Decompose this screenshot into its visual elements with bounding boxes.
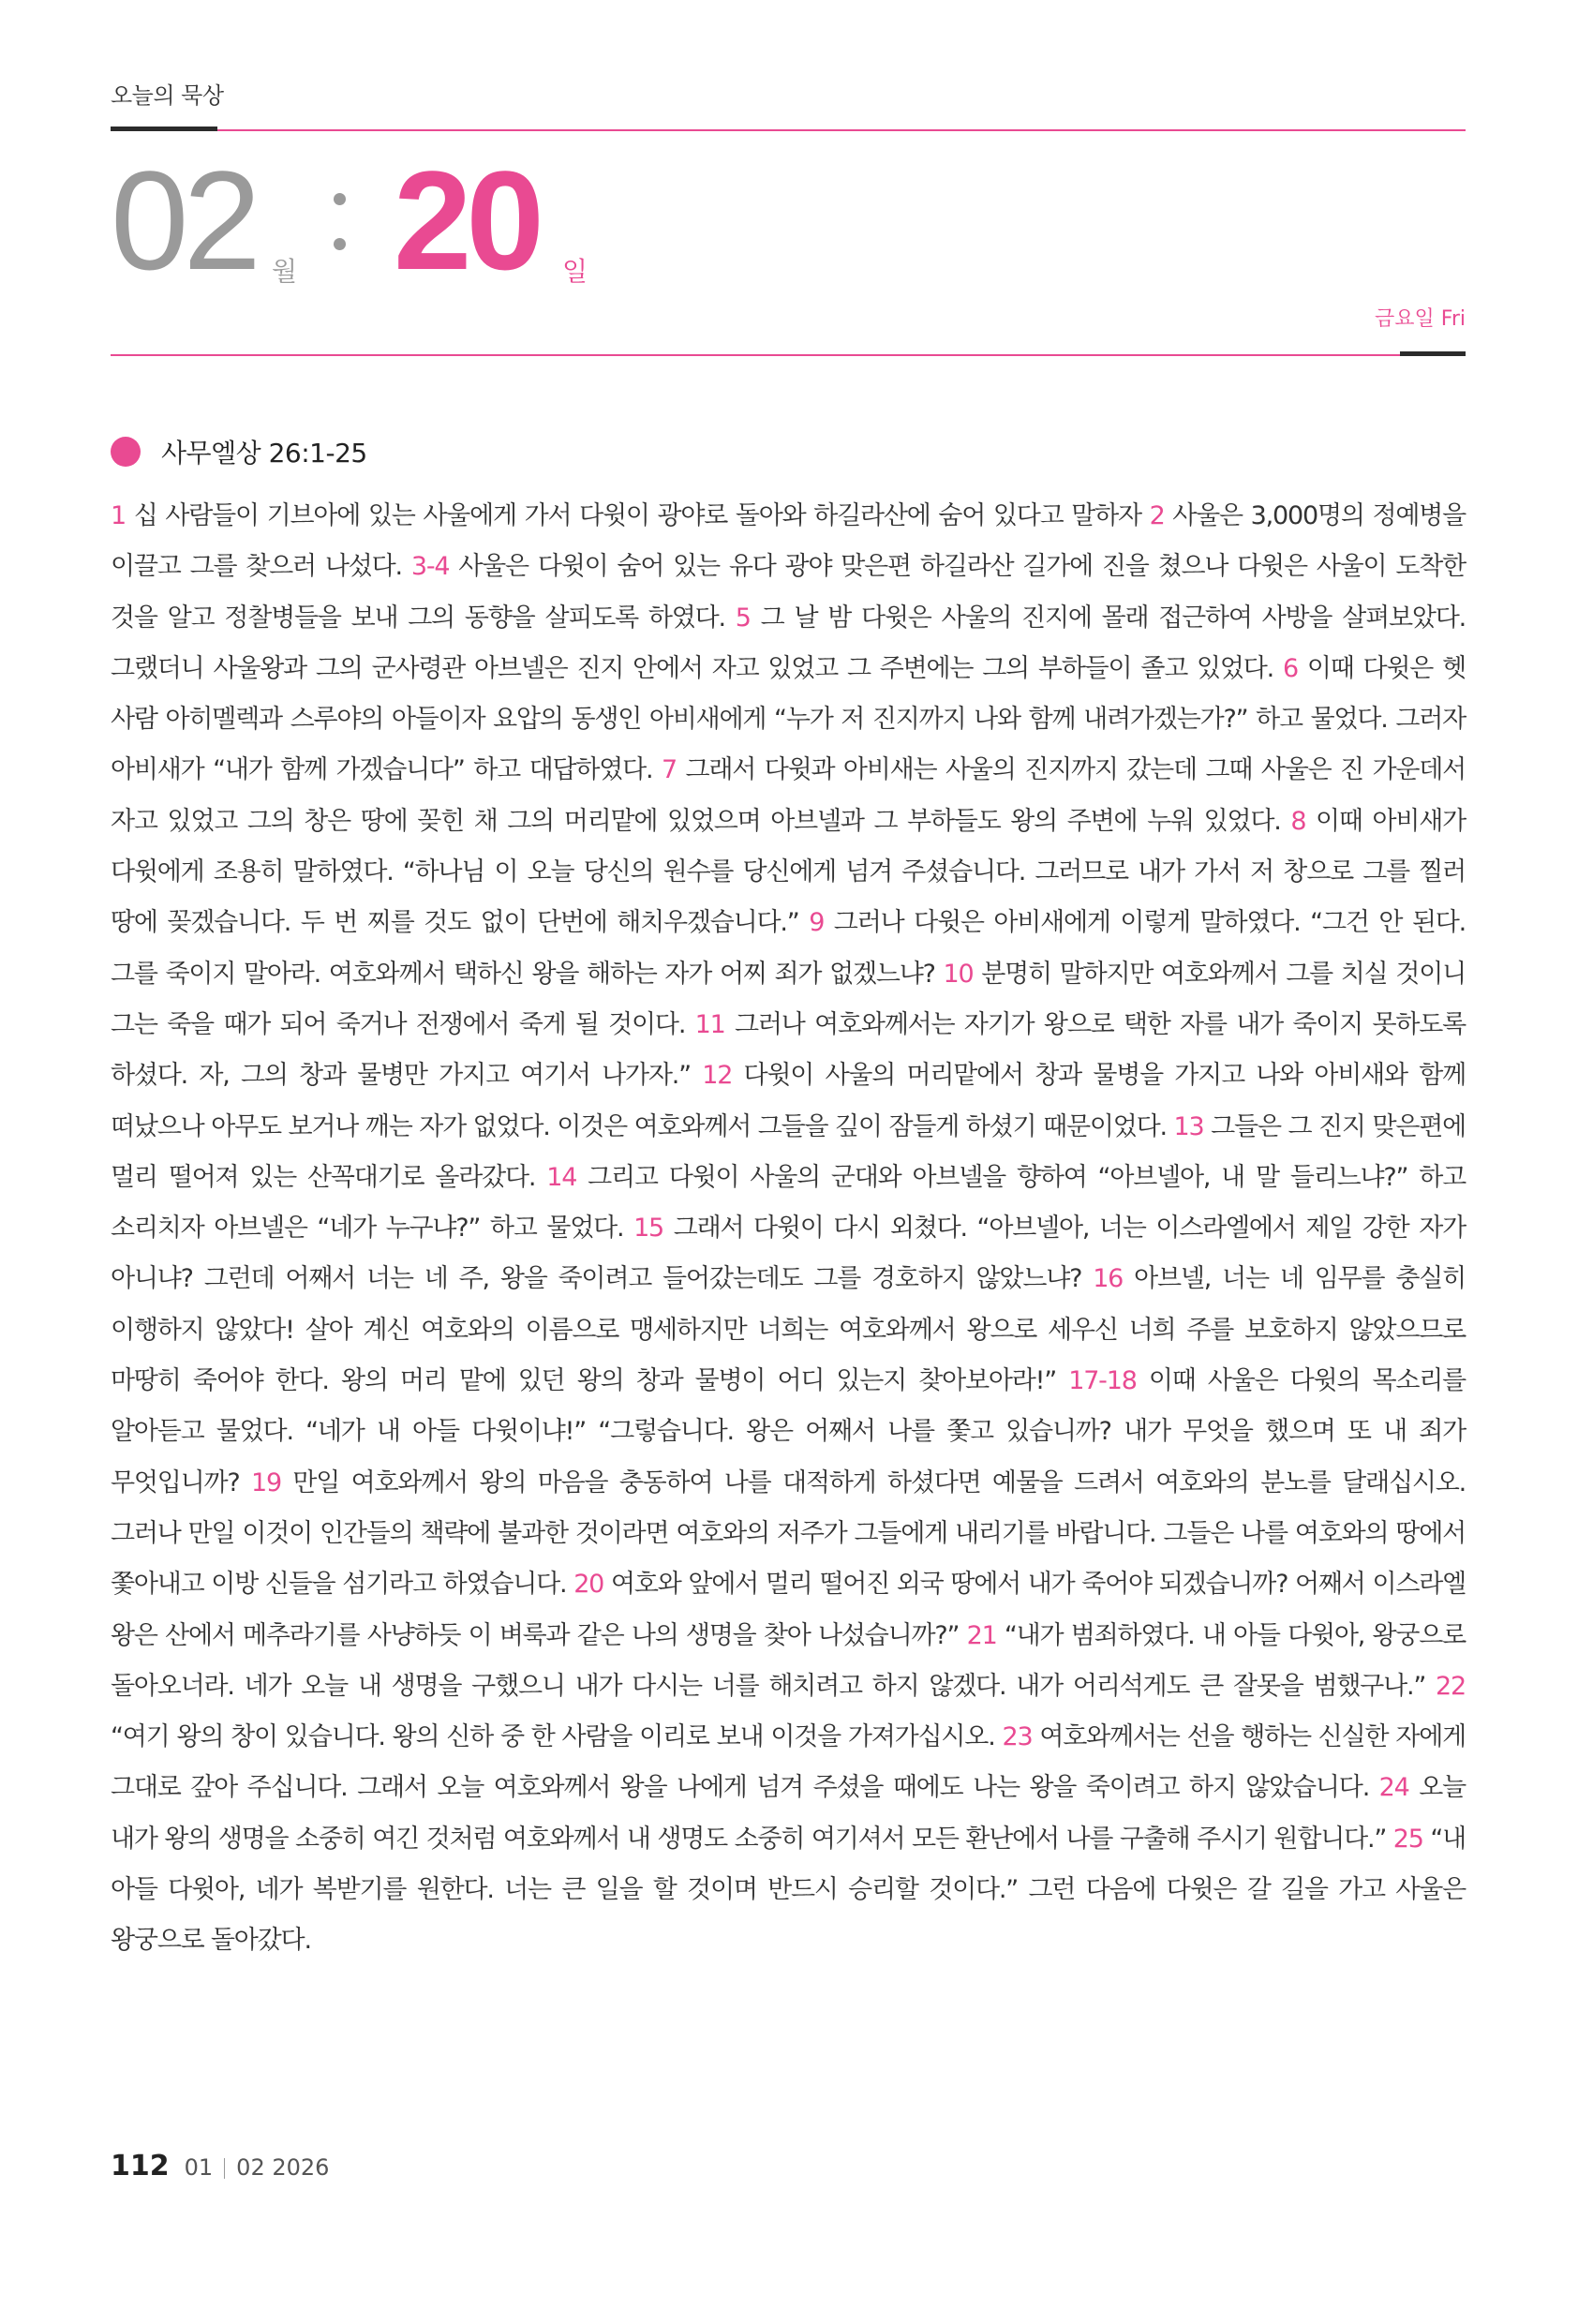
verse-number: 11 [694,1009,725,1039]
verse-text: 그러나 여호와께서는 자기가 왕으로 택한 자를 내가 죽이지 못하도록 하셨다. 자, 그의 창과 물병만 가지고 여기서 나가자.” [111,1009,1466,1091]
issue-left: 01 [184,2154,214,2181]
verse-number: 5 [735,603,751,633]
verse-number: 1 [111,501,126,530]
verse-number: 13 [1173,1111,1204,1141]
verse-number: 6 [1282,653,1298,683]
passage-reference: 사무엘상 26:1-25 [161,438,367,469]
verse-text: 분명히 말하지만 여호와께서 그를 치실 것이니 그는 죽을 때가 되어 죽거나 전쟁에서 죽게 될 것이다. [111,959,1466,1039]
page-number: 112 [111,2150,170,2182]
issue-divider [224,2158,225,2179]
verse-number: 17-18 [1068,1366,1137,1396]
verse-number: 3-4 [410,552,450,582]
verse-text: 그래서 다윗과 아비새는 사울의 진지까지 갔는데 그때 사울은 진 가운데서 자고 있었고 그의 창은 땅에 꽂힌 채 그의 머리맡에 있었으며 아브넬과 그 부하들도 왕의 주변에 누워 있었다. [111,755,1466,836]
verse-number: 16 [1093,1264,1124,1294]
footer [111,2150,329,2182]
verse-number: 12 [702,1061,733,1091]
passage-heading [111,433,367,470]
verse-text: 이때 사울은 다윗의 목소리를 알아듣고 물었다. “네가 내 아들 다윗이냐!” “그렇습니다. 왕은 어째서 나를 쫓고 있습니까? 내가 무엇을 했으며 또 내 죄가 무엇입니까? [111,1366,1466,1497]
month-unit: 월 [272,256,298,287]
verse-text: 아브넬, 너는 네 임무를 충실히 이행하지 않았다! 살아 계신 여호와의 이름으로 맹세하지만 너희는 여호와께서 왕으로 세우신 너희 주를 보호하지 않았으므로 마땅히 죽어야 한다. 왕의 머리 맡에 있던 왕의 창과 물병이 어디 있는지 찾아보아라!” [111,1264,1466,1396]
verse-text: 다윗이 사울의 머리맡에서 창과 물병을 가지고 나와 아비새와 함께 떠났으나 아무도 보거나 깨는 자가 없었다. 이것은 여호와께서 그들을 깊이 잠들게 하셨기 때문이었다. [111,1061,1466,1141]
weekday-label: 금요일 Fri [1375,307,1466,331]
month-number: 02 [111,142,256,299]
verse-number: 25 [1392,1824,1423,1854]
date-display [111,142,1466,300]
verse-number: 15 [633,1214,664,1244]
verse-text: “내가 범죄하였다. 내 아들 다윗아, 왕궁으로 돌아오너라. 네가 오늘 내 생명을 구했으니 내가 다시는 너를 해치려고 하지 않겠다. 내가 어리석게도 큰 잘못을 범했구나.” [111,1620,1466,1701]
header-title: 오늘의 묵상 [111,82,224,109]
verse-number: 20 [573,1570,604,1600]
verse-text: 사울은 3,000명의 정예병을 이끌고 그를 찾으러 나섰다. [111,501,1466,582]
top-rule [111,129,1466,131]
verse-number: 7 [661,755,677,785]
verse-text: 그리고 다윗이 사울의 군대와 아브넬을 향하여 “아브넬아, 내 말 들리느냐?” 하고 소리치자 아브넬은 “네가 누구냐?” 하고 물었다. [111,1162,1466,1244]
verse-text: 이때 아비새가 다윗에게 조용히 말하였다. “하나님 이 오늘 당신의 원수를 당신에게 넘겨 주셨습니다. 그러므로 내가 가서 저 창으로 그를 찔러 땅에 꽂겠습니다. 두 번 찌를 것도 없이 단번에 해치우겠습니다.” [111,806,1466,938]
verse-number: 23 [1002,1722,1033,1752]
verse-text: 십 사람들이 기브아에 있는 사울에게 가서 다윗이 광야로 돌아와 하길라산에 숨어 있다고 말하자 [125,501,1150,530]
verse-text: 그 날 밤 다윗은 사울의 진지에 몰래 접근하여 사방을 살펴보았다. 그랬더니 사울왕과 그의 군사령관 아브넬은 진지 안에서 자고 있었고 그 주변에는 그의 부하들이 졸고 있었다. [111,603,1466,683]
verse-text: 만일 여호와께서 왕의 마음을 충동하여 나를 대적하게 하셨다면 예물을 드려서 여호와의 분노를 달래십시오. 그러나 만일 이것이 인간들의 책략에 불과한 것이라면 여호와의 저주가 그들에게 내리기를 바랍니다. 그들은 나를 여호와의 땅에서 쫓아내고 이방 신들을 섬기라고 하였습니다. [111,1467,1466,1600]
verse-text: 그래서 다윗이 다시 외쳤다. “아브넬아, 너는 이스라엘에서 제일 강한 자가 아니냐? 그런데 어째서 너는 네 주, 왕을 죽이려고 들어갔는데도 그를 경호하지 않았느냐? [111,1214,1466,1294]
top-rule-accent [111,127,217,131]
verse-number: 10 [943,959,974,989]
verse-number: 22 [1436,1671,1466,1701]
verse-number: 19 [251,1467,281,1497]
mid-rule [111,354,1466,356]
verse-number: 2 [1149,501,1165,530]
date-colon [334,180,347,264]
verse-text: 오늘 내가 왕의 생명을 소중히 여긴 것처럼 여호와께서 내 생명도 소중히 여기셔서 모든 환난에서 나를 구출해 주시기 원합니다.” [111,1773,1466,1854]
verse-text: “내 아들 다윗아, 네가 복받기를 원한다. 너는 큰 일을 할 것이며 반드시 승리할 것이다.” 그런 다음에 다윗은 갈 길을 가고 사울은 왕궁으로 돌아갔다. [111,1824,1466,1956]
verse-text: 여호와 앞에서 멀리 떨어진 외국 땅에서 내가 죽어야 되겠습니까? 어째서 이스라엘 왕은 산에서 메추라기를 사냥하듯 이 벼룩과 같은 나의 생명을 찾아 나섰습니까?” [111,1570,1466,1650]
verse-text: 여호와께서는 선을 행하는 신실한 자에게 그대로 갚아 주십니다. 그래서 오늘 여호와께서 왕을 나에게 넘겨 주셨을 때에도 나는 왕을 죽이려고 하지 않았습니다. [111,1722,1466,1803]
verse-text: 이때 다윗은 헷 사람 아히멜렉과 스루야의 아들이자 요압의 동생인 아비새에게 “누가 저 진지까지 나와 함께 내려가겠는가?” 하고 물었다. 그러자 아비새가 “내가 함께 가겠습니다” 하고 대답하였다. [111,653,1466,785]
bullet-dot-icon [111,437,141,467]
verse-text: 그러나 다윗은 아비새에게 이렇게 말하였다. “그건 안 된다. 그를 죽이지 말아라. 여호와께서 택하신 왕을 해하는 자가 어찌 죄가 없겠느냐? [111,908,1466,989]
verse-number: 21 [966,1620,997,1650]
mid-rule-accent [1400,351,1466,356]
verse-text: 그들은 그 진지 맞은편에 멀리 떨어져 있는 산꼭대기로 올라갔다. [111,1111,1466,1192]
scripture-body [111,491,1466,1967]
verse-number: 14 [546,1162,577,1192]
verse-number: 9 [809,908,825,938]
verse-number: 8 [1290,806,1306,836]
issue-label [185,2154,330,2181]
day-unit: 일 [562,256,588,287]
verse-text: 사울은 다윗이 숨어 있는 유다 광야 맞은편 하길라산 길가에 진을 쳤으나 다윗은 사울이 도착한 것을 알고 정찰병들을 보내 그의 동향을 살피도록 하였다. [111,552,1466,633]
verse-text: “여기 왕의 창이 있습니다. 왕의 신하 중 한 사람을 이리로 보내 이것을 가져가십시오. [111,1722,1003,1752]
day-number: 20 [394,142,539,299]
verse-number: 24 [1378,1773,1409,1803]
issue-right: 02 2026 [236,2154,330,2181]
